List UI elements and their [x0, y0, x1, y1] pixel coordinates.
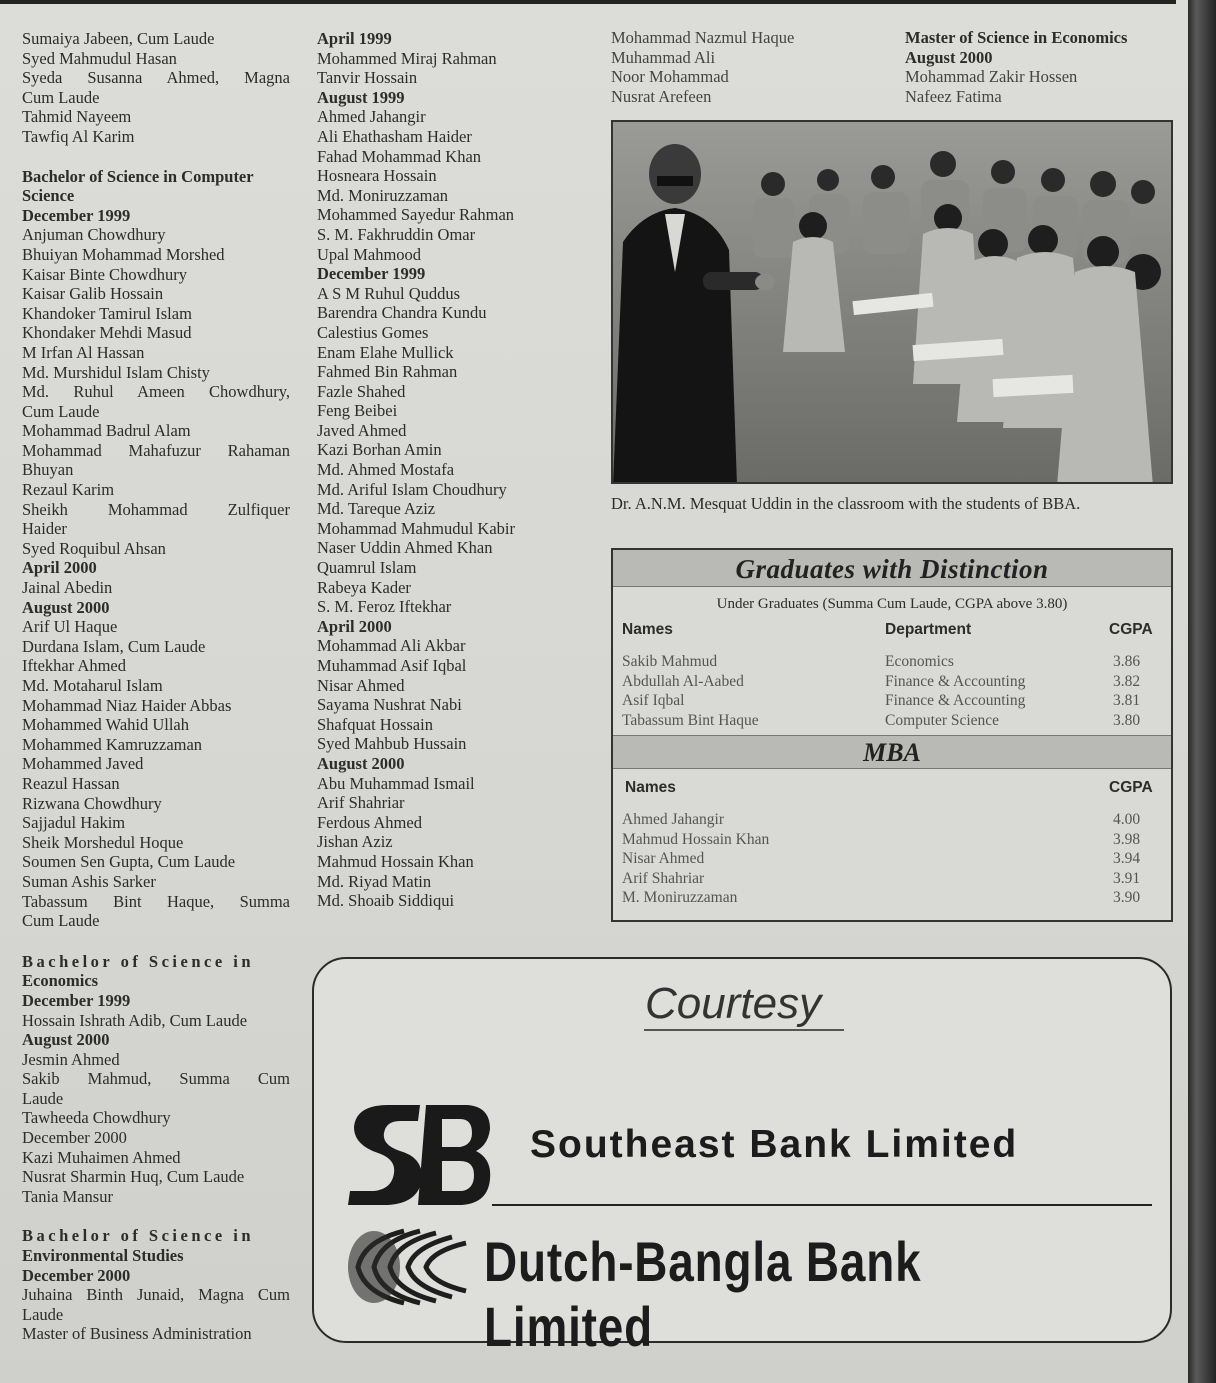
graduate-name: S. M. Fakhruddin Omar — [317, 224, 476, 244]
mba-cgpa-header: CGPA — [1109, 779, 1153, 796]
graduate-name: Enam Elahe Mullick — [317, 342, 454, 362]
top-rule — [0, 0, 1176, 4]
graduate-name: Upal Mahmood — [317, 244, 422, 264]
undergrad-header-row — [613, 621, 1171, 643]
graduate-name: Md. Moniruzzaman — [317, 185, 449, 205]
economics-degree-heading: Bachelor of Science in — [22, 951, 255, 971]
graduate-name: Shafquat Hossain — [317, 714, 433, 734]
graduate-name: Tanvir Hossain — [317, 68, 418, 88]
table-row — [613, 811, 1171, 831]
graduate-name: Md. Ariful Islam Choudhury — [317, 479, 507, 499]
graduate-name: Khandoker Tamirul Islam — [22, 303, 192, 323]
table-row — [613, 673, 1171, 693]
bba-group-date: April 1999 — [317, 29, 392, 48]
graduate-name: Mohammad Zakir Hossen — [905, 67, 1078, 87]
graduate-name: Md. Murshidul Islam Chisty — [22, 362, 210, 382]
cs-group-date: April 2000 — [22, 558, 97, 578]
graduate-name: Nusrat Sharmin Huq, Cum Laude — [22, 1167, 245, 1187]
graduate-name: Sakib Mahmud, Summa Cum — [22, 1069, 290, 1089]
graduate-name: Ahmed Jahangir — [317, 107, 426, 127]
graduate-name: Md. Tareque Aziz — [317, 499, 436, 519]
graduate-name: Md. Riyad Matin — [317, 871, 432, 891]
page-edge-shadow — [1188, 0, 1216, 1383]
student-cgpa: 3.80 — [1113, 711, 1141, 729]
mba-names-header: Names — [625, 779, 676, 796]
student-name: Ahmed Jahangir — [622, 811, 725, 828]
graduate-name: Mohammad Badrul Alam — [22, 421, 191, 441]
student-cgpa: 3.91 — [1113, 869, 1141, 887]
graduate-name: Tahmid Nayeem — [22, 107, 132, 127]
table-row — [613, 692, 1171, 712]
graduate-name: December 2000 — [22, 1128, 127, 1148]
graduate-name: Sajjadul Hakim — [22, 813, 126, 833]
graduate-name: Barendra Chandra Kundu — [317, 303, 487, 323]
graduate-name: Laude — [22, 1088, 64, 1108]
mba-title: MBA — [613, 735, 1171, 769]
graduate-name: Calestius Gomes — [317, 322, 429, 342]
graduate-name: Javed Ahmed — [317, 420, 407, 440]
graduate-name: Md. Motaharul Islam — [22, 676, 163, 695]
graduate-name: Kazi Borhan Amin — [317, 440, 442, 460]
bba-group-date: April 2000 — [317, 616, 392, 636]
graduate-name: A S M Ruhul Quddus — [317, 283, 461, 303]
classroom-photo — [611, 120, 1173, 484]
graduate-name: Mohammed Sayedur Rahman — [317, 205, 515, 225]
student-department: Finance & Accounting — [885, 692, 1026, 709]
graduate-name: Mahmud Hossain Khan — [317, 851, 474, 871]
bba-group-date: December 1999 — [317, 264, 426, 284]
courtesy-advertisement — [312, 957, 1172, 1358]
graduate-name: Syed Mahbub Hussain — [317, 734, 467, 754]
graduate-name: Suman Ashis Sarker — [22, 871, 156, 891]
student-cgpa: 3.90 — [1113, 889, 1141, 906]
graduate-name: Mohammad Mahmudul Kabir — [317, 518, 515, 538]
distinction-table — [611, 548, 1173, 922]
environmental-degree-heading: Bachelor of Science in — [22, 1226, 255, 1246]
table-row — [613, 831, 1171, 851]
student-name: Arif Shahriar — [622, 869, 705, 887]
graduate-name: Ali Ehathasham Haider — [317, 126, 472, 146]
graduate-name: Tabassum Bint Haque, Summa — [22, 891, 290, 911]
graduate-name: Soumen Sen Gupta, Cum Laude — [22, 852, 236, 872]
graduate-name: Mohammed Miraj Rahman — [317, 48, 497, 68]
spacer — [22, 147, 290, 167]
graduate-name: Naser Uddin Ahmed Khan — [317, 538, 493, 558]
southeast-bank-name: Southeast Bank Limited — [530, 1123, 1019, 1166]
graduate-name: Rizwana Chowdhury — [22, 793, 162, 813]
southeast-bank-logo-icon — [348, 1099, 494, 1211]
graduate-name: Kazi Muhaimen Ahmed — [22, 1147, 181, 1167]
graduate-name: Sheikh Mohammad Zulfiquer — [22, 499, 290, 519]
mba-header-row — [613, 779, 1171, 801]
student-name: Abdullah Al-Aabed — [622, 672, 744, 690]
table-row — [613, 712, 1171, 732]
table-row — [613, 850, 1171, 870]
graduate-name: Mohammad Ali Akbar — [317, 636, 466, 656]
graduate-name: Jesmin Ahmed — [22, 1049, 120, 1069]
graduate-name: Iftekhar Ahmed — [22, 656, 127, 676]
graduate-name: Durdana Islam, Cum Laude — [22, 636, 206, 656]
graduate-name: Jainal Abedin — [22, 578, 113, 598]
graduate-name: Md. Ruhul Ameen Chowdhury, — [22, 382, 290, 402]
cs-group-date: August 2000 — [22, 597, 110, 617]
graduate-name: Ferdous Ahmed — [317, 812, 422, 832]
graduate-name: Arif Shahriar — [317, 793, 405, 813]
bba-group-date: August 2000 — [317, 753, 405, 773]
cs-degree-heading: Science — [22, 186, 75, 206]
economics-group-date: August 2000 — [22, 1030, 110, 1050]
student-name: M. Moniruzzaman — [622, 889, 738, 906]
cgpa-header: CGPA — [1109, 621, 1153, 638]
msc-economics-heading: Master of Science in Economics — [905, 28, 1128, 47]
graduate-name: Cum Laude — [22, 87, 100, 107]
graduate-name: Tawfiq Al Karim — [22, 126, 135, 146]
student-name: Mahmud Hossain Khan — [622, 830, 770, 848]
economics-group-date: December 1999 — [22, 990, 131, 1010]
graduate-name: Sayama Nushrat Nabi — [317, 695, 462, 715]
names-header: Names — [622, 621, 673, 638]
student-cgpa: 4.00 — [1113, 811, 1141, 828]
student-cgpa: 3.81 — [1113, 692, 1141, 709]
student-name: Nisar Ahmed — [622, 850, 705, 867]
graduate-name: Cum Laude — [22, 911, 100, 931]
graduate-name: Nafeez Fatima — [905, 86, 1002, 106]
column-2 — [317, 29, 597, 911]
graduate-name: Fahad Mohammad Khan — [317, 146, 482, 166]
graduate-name: Kaisar Binte Chowdhury — [22, 264, 187, 284]
graduate-name: Nusrat Arefeen — [611, 86, 712, 106]
graduate-name: Fahmed Bin Rahman — [317, 362, 458, 382]
courtesy-underline — [644, 1029, 844, 1031]
column-1 — [22, 29, 290, 1344]
spacer — [22, 931, 290, 952]
graduate-name: Kaisar Galib Hossain — [22, 284, 164, 304]
graduate-name: Master of Business Administration — [22, 1324, 252, 1344]
ad-divider — [492, 1204, 1152, 1206]
photo-caption: Dr. A.N.M. Mesquat Uddin in the classroom with the students of BBA. — [611, 494, 1081, 513]
student-cgpa: 3.98 — [1113, 830, 1141, 848]
bba-group-date: August 1999 — [317, 87, 405, 107]
graduate-name: Rezaul Karim — [22, 480, 115, 500]
student-department: Computer Science — [885, 711, 1000, 729]
graduate-name: M Irfan Al Hassan — [22, 342, 145, 362]
graduate-name: Syeda Susanna Ahmed, Magna — [22, 68, 290, 88]
student-cgpa: 3.86 — [1113, 653, 1141, 670]
graduate-name: Laude — [22, 1304, 64, 1324]
graduate-name: Fazle Shahed — [317, 381, 406, 401]
graduate-name: Muhammad Asif Iqbal — [317, 656, 467, 675]
dutch-bangla-bank-logo-icon — [334, 1221, 484, 1313]
graduate-name: Jishan Aziz — [317, 832, 393, 852]
graduate-name: Syed Roquibul Ahsan — [22, 538, 166, 558]
graduate-name: Juhaina Binth Junaid, Magna Cum — [22, 1285, 290, 1305]
graduate-name: Khondaker Mehdi Masud — [22, 323, 192, 343]
graduate-name: S. M. Feroz Iftekhar — [317, 597, 452, 617]
student-cgpa: 3.82 — [1113, 672, 1141, 690]
graduate-name: Md. Shoaib Siddiqui — [317, 891, 455, 911]
graduate-name: Feng Beibei — [317, 401, 398, 421]
graduate-name: Sumaiya Jabeen, Cum Laude — [22, 29, 215, 48]
graduate-name: Muhammad Ali — [611, 47, 716, 67]
graduate-name: Md. Ahmed Mostafa — [317, 460, 455, 480]
student-name: Asif Iqbal — [622, 692, 685, 709]
graduate-name: Mohammed Javed — [22, 754, 144, 774]
table-row — [613, 653, 1171, 673]
graduate-name: Reazul Hassan — [22, 773, 120, 793]
graduate-name: Nisar Ahmed — [317, 675, 405, 695]
environmental-group-date: December 2000 — [22, 1265, 131, 1285]
column-4 — [905, 28, 1175, 106]
dutch-bangla-bank-name: Dutch-Bangla Bank Limited — [484, 1230, 922, 1358]
graduate-name: Arif Ul Haque — [22, 617, 118, 637]
column-3 — [611, 28, 891, 106]
graduate-name: Anjuman Chowdhury — [22, 225, 166, 245]
graduate-name: Sheik Morshedul Hoque — [22, 832, 184, 852]
graduate-name: Noor Mohammad — [611, 67, 729, 87]
graduate-name: Hosneara Hossain — [317, 166, 437, 186]
graduate-name: Bhuiyan Mohammad Morshed — [22, 244, 225, 264]
graduate-name: Mohammad Mahafuzur Rahaman — [22, 440, 290, 460]
table-row — [613, 870, 1171, 890]
department-header: Department — [885, 621, 972, 638]
table-row — [613, 889, 1171, 909]
graduate-name: Hossain Ishrath Adib, Cum Laude — [22, 1010, 248, 1030]
graduate-name: Tania Mansur — [22, 1186, 113, 1206]
student-name: Tabassum Bint Haque — [622, 711, 759, 729]
spacer — [22, 1206, 290, 1226]
msc-economics-date: August 2000 — [905, 47, 993, 67]
economics-degree-heading: Economics — [22, 971, 99, 991]
student-department: Economics — [885, 653, 954, 670]
cs-group-date: December 1999 — [22, 205, 131, 225]
environmental-degree-heading: Environmental Studies — [22, 1246, 184, 1266]
graduate-name: Mohammed Wahid Ullah — [22, 715, 190, 735]
classroom-photo-image — [613, 122, 1173, 484]
student-department: Finance & Accounting — [885, 672, 1026, 690]
graduate-name: Bhuyan — [22, 460, 74, 480]
graduate-name: Cum Laude — [22, 401, 100, 421]
student-name: Sakib Mahmud — [622, 653, 718, 670]
courtesy-heading: Courtesy — [645, 979, 822, 1028]
graduate-name: Mohammed Kamruzzaman — [22, 734, 203, 754]
graduate-name: Mohammad Nazmul Haque — [611, 28, 795, 47]
distinction-title: Graduates with Distinction — [613, 550, 1171, 587]
graduate-name: Abu Muhammad Ismail — [317, 773, 475, 793]
graduate-name: Quamrul Islam — [317, 558, 417, 578]
graduate-name: Syed Mahmudul Hasan — [22, 48, 177, 68]
graduate-name: Mohammad Niaz Haider Abbas — [22, 695, 232, 715]
graduate-name: Tawheeda Chowdhury — [22, 1108, 171, 1128]
student-cgpa: 3.94 — [1113, 850, 1141, 867]
cs-degree-heading: Bachelor of Science in Computer — [22, 166, 254, 186]
graduate-name: Rabeya Kader — [317, 577, 411, 597]
graduate-name: Haider — [22, 519, 67, 539]
distinction-subtitle: Under Graduates (Summa Cum Laude, CGPA above 3.80) — [716, 596, 1068, 612]
